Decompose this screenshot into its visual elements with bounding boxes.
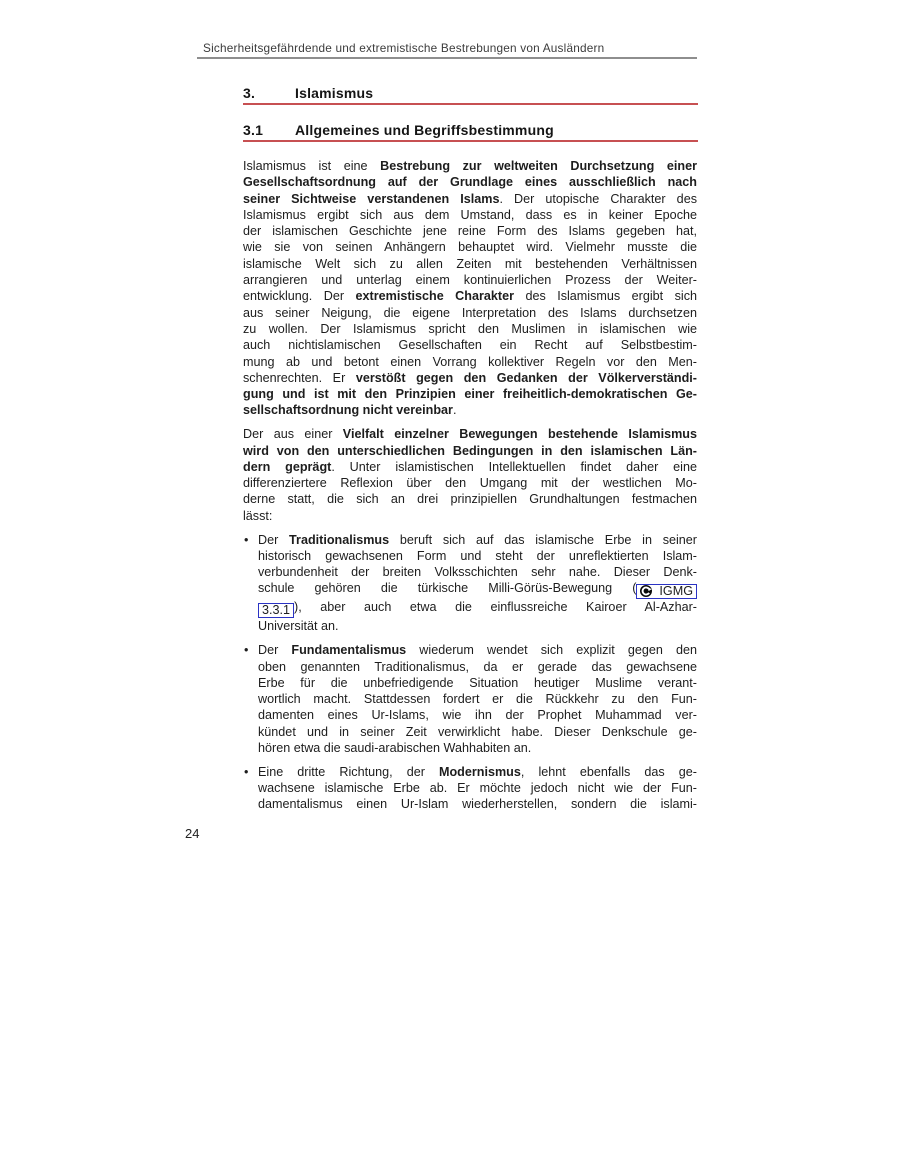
- text-run: kündet und in seiner Zeit verwirklicht habe. Dieser Denkschule ge-: [258, 724, 697, 739]
- bold-text-run: sellschaftsordnung nicht vereinbar: [243, 403, 453, 418]
- text-run: Der aus einer: [243, 427, 343, 442]
- text-run: wie sie von seinen Anhängern behauptet wird. Vielmehr musste die: [243, 240, 697, 255]
- text-run: schule gehören die türkische Milli-Görüs-Bewegung (: [258, 581, 637, 596]
- bullet-marker: •: [244, 532, 249, 547]
- bold-text-run: Vielfalt einzelner Bewegungen bestehende Islamismus: [342, 427, 697, 442]
- crossref-link-igmg[interactable]: [636, 584, 697, 600]
- text-run: beruft sich auf das islamische Erbe in seiner: [389, 532, 697, 547]
- running-header: Sicherheitsgefährdende und extremistische Bestrebungen von Ausländern: [203, 41, 605, 55]
- paragraph: [243, 158, 697, 419]
- text-run: Der: [258, 643, 292, 658]
- bullet-item: [243, 532, 697, 635]
- crossref-link-section-number[interactable]: [258, 603, 294, 619]
- text-run: damenten eines Ur-Islams, wie ihn der Prophet Muhammad ver-: [258, 708, 697, 723]
- text-line: [258, 548, 697, 564]
- text-line: [243, 508, 697, 524]
- text-line: [243, 256, 697, 272]
- paragraph: [243, 426, 697, 524]
- text-run: .: [452, 403, 457, 418]
- text-run: schenrechten. Er: [243, 370, 356, 385]
- text-run: der islamischen Geschichte jene reine Form des Islams gegeben hat,: [243, 224, 697, 239]
- text-run: ), aber auch etwa die einflussreiche Kairoer Al-Azhar-: [294, 600, 697, 615]
- text-run: . Der utopische Charakter des: [499, 191, 697, 206]
- text-line: [243, 239, 697, 255]
- bold-text-run: wird von den unterschiedlichen Bedingungen in den islamischen Län-: [243, 443, 697, 458]
- subsection-heading-allgemeines: [243, 122, 698, 138]
- text-run: entwicklung. Der: [243, 289, 356, 304]
- text-run: . Unter islamistischen Intellektuellen findet daher eine: [331, 459, 697, 474]
- bold-text-run: Gesellschaftsordnung auf der Grundlage eines ausschließlich nach: [243, 175, 697, 190]
- text-line: [243, 191, 697, 207]
- text-line: [243, 402, 697, 418]
- text-line: [258, 780, 697, 796]
- text-line: [258, 724, 697, 740]
- bold-text-run: Fundamentalismus: [291, 643, 407, 658]
- text-line: [258, 532, 697, 548]
- text-line: [258, 796, 697, 812]
- running-header-rule: [197, 57, 697, 59]
- heading-rule: [243, 103, 698, 105]
- text-line: [243, 386, 697, 402]
- text-line: [243, 354, 697, 370]
- text-run: arrangieren und unterlag einem kontinuierlichen Prozess der Weiter-: [243, 273, 697, 288]
- text-line: [258, 675, 697, 691]
- heading-rule: [243, 140, 698, 142]
- text-run: differenziertere Reflexion über den Umgang mit der westlichen Mo-: [243, 476, 697, 491]
- crossref-arrow-icon: [640, 585, 652, 597]
- text-run: , lehnt ebenfalls das ge-: [520, 764, 697, 779]
- text-run: Islamismus ist eine: [243, 159, 381, 173]
- text-line: [243, 491, 697, 507]
- section-number: 3.: [243, 85, 256, 101]
- text-line: [243, 321, 697, 337]
- bold-text-run: gung und ist mit den Prinzipien einer freiheitlich-demokratischen Ge-: [243, 387, 697, 402]
- text-run: derne statt, die sich an drei prinzipiellen Grundhaltungen festmachen: [243, 492, 697, 507]
- crossref-label: IGMG: [659, 583, 693, 598]
- text-line: [258, 764, 697, 780]
- text-line: [243, 426, 697, 442]
- text-run: Der: [258, 532, 290, 547]
- text-line: [258, 564, 697, 580]
- text-run: historisch gewachsenen Form und steht der unreflektierten Islam-: [258, 548, 697, 563]
- text-run: Erbe für die unbefriedigende Situation heutiger Muslime verant-: [258, 675, 697, 690]
- text-line: [243, 459, 697, 475]
- text-run: aus seiner Neigung, die eigene Interpretation des Islams durchsetzen: [243, 305, 697, 320]
- text-line: [258, 691, 697, 707]
- bold-text-run: extremistische Charakter: [355, 289, 514, 304]
- section-title: Islamismus: [295, 85, 374, 101]
- bold-text-run: dern geprägt: [243, 459, 332, 474]
- text-run: verbundenheit der breiten Volksschichten sehr nahe. Dieser Denk-: [258, 565, 697, 580]
- text-line: [243, 370, 697, 386]
- text-run: wachsene islamische Erbe ab. Er möchte jedoch nicht wie der Fun-: [258, 781, 697, 796]
- text-line: [258, 580, 697, 599]
- bullet-item: [243, 764, 697, 813]
- text-line: [243, 288, 697, 304]
- bold-text-run: Modernismus: [439, 764, 521, 779]
- text-run: des Islamismus ergibt sich: [513, 289, 697, 304]
- section-heading-islamismus: [243, 85, 698, 101]
- page-number: 24: [185, 826, 200, 841]
- text-line: [258, 707, 697, 723]
- text-run: wiederum wendet sich explizit gegen den: [406, 643, 698, 658]
- text-line: [243, 207, 697, 223]
- crossref-label: 3.3.1: [262, 602, 291, 617]
- bold-text-run: Traditionalismus: [289, 532, 390, 547]
- text-run: Islamismus ergibt sich aus dem Umstand, dass es in keiner Epoche: [243, 207, 697, 222]
- subsection-number: 3.1: [243, 122, 264, 138]
- body-text: [243, 158, 697, 813]
- text-run: damentalismus einen Ur-Islam wiederherstellen, sondern die islami-: [258, 797, 697, 812]
- text-run: auch nichtislamischen Gesellschaften ein Recht auf Selbstbestim-: [243, 338, 697, 353]
- text-run: hören etwa die saudi-arabischen Wahhabiten an.: [258, 741, 532, 755]
- text-run: Universität an.: [258, 619, 339, 634]
- text-run: zu wollen. Der Islamismus spricht den Muslimen in islamischen wie: [243, 321, 697, 336]
- bullet-item: [243, 642, 697, 756]
- text-run: mung ab und betont einen Vorrang kollektiver Regeln vor den Men-: [243, 354, 697, 369]
- text-line: [243, 272, 697, 288]
- text-line: [243, 337, 697, 353]
- text-run: oben genannten Traditionalismus, da er gerade das gewachsene: [258, 659, 697, 674]
- text-line: [243, 475, 697, 491]
- bold-text-run: seiner Sichtweise verstandenen Islams: [243, 191, 500, 206]
- bullet-marker: •: [244, 643, 249, 658]
- text-line: [258, 618, 697, 634]
- text-line: [258, 659, 697, 675]
- text-line: [258, 642, 697, 658]
- text-line: [258, 740, 697, 756]
- text-run: islamische Welt sich zu allen Zeiten mit bestehenden Verhältnissen: [243, 256, 697, 271]
- text-run: Eine dritte Richtung, der: [258, 764, 439, 779]
- text-run: wortlich macht. Stattdessen fordert er die Rückkehr zu den Fun-: [258, 692, 697, 707]
- text-line: [243, 158, 697, 174]
- text-line: [243, 305, 697, 321]
- text-line: [258, 599, 697, 618]
- text-line: [243, 223, 697, 239]
- text-line: [243, 443, 697, 459]
- bullet-marker: •: [244, 764, 249, 779]
- text-line: [243, 174, 697, 190]
- bold-text-run: Bestrebung zur weltweiten Durchsetzung einer: [380, 159, 697, 173]
- subsection-title: Allgemeines und Begriffsbestimmung: [295, 122, 554, 138]
- text-run: lässt:: [243, 508, 273, 523]
- bold-text-run: verstößt gegen den Gedanken der Völkerverständi-: [355, 370, 698, 385]
